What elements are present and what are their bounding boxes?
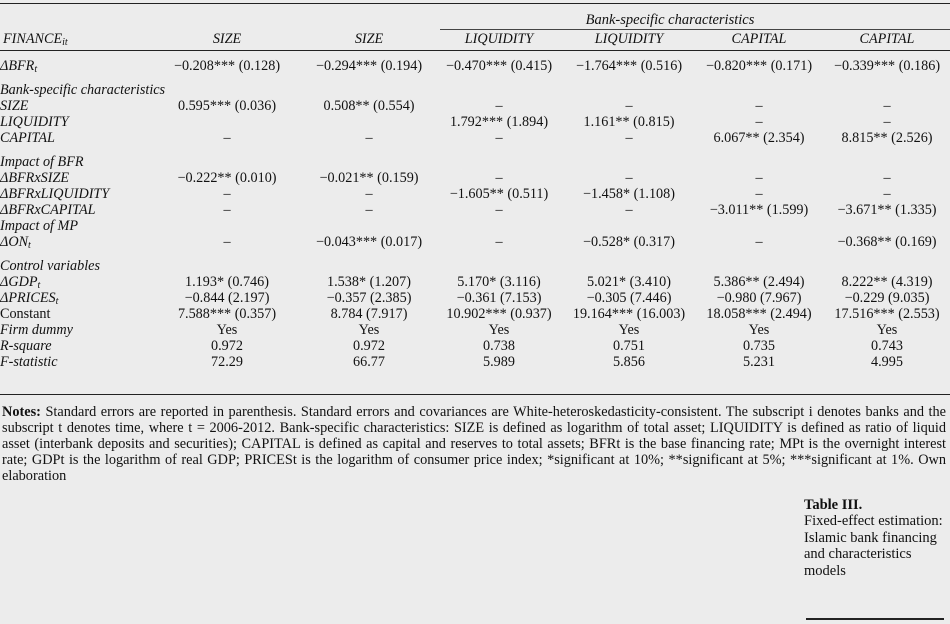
table-cell: – xyxy=(495,98,503,114)
table-cell: 5.231 xyxy=(743,354,775,370)
table-cell: – xyxy=(365,202,373,218)
table-cell: – xyxy=(755,98,763,114)
table-cell: 4.995 xyxy=(871,354,903,370)
table-cell: – xyxy=(883,186,891,202)
table-cell: −0.222** (0.010) xyxy=(177,170,277,186)
table-row xyxy=(0,338,950,354)
table-cell: −0.844 (2.197) xyxy=(184,290,270,306)
section-heading-row xyxy=(0,82,950,98)
row-label-text: ΔPRICES xyxy=(0,290,56,306)
table-row xyxy=(0,98,950,114)
table-cell: −3.011** (1.599) xyxy=(709,202,809,218)
table-cell: – xyxy=(495,170,503,186)
table-cell: −1.458* (1.108) xyxy=(583,186,675,202)
table-cell: – xyxy=(883,114,891,130)
column-header: SIZE xyxy=(354,30,384,47)
table-cell: 0.751 xyxy=(613,338,645,354)
row-label xyxy=(0,274,150,290)
spacer-row xyxy=(0,146,950,154)
table-cell: 8.815** (2.526) xyxy=(841,130,933,146)
row-label xyxy=(0,322,150,338)
row-label-text: SIZE xyxy=(0,98,29,114)
table-cell: 5.989 xyxy=(483,354,515,370)
row-label xyxy=(0,114,150,130)
table-cell: 5.170* (3.116) xyxy=(457,274,541,290)
spacer-row xyxy=(0,250,950,258)
section-heading: Bank-specific characteristics xyxy=(0,82,166,98)
table-cell: 66.77 xyxy=(353,354,385,370)
table-cell: – xyxy=(495,130,503,146)
spacer-cell xyxy=(0,74,950,82)
row-label-text: ΔBFRxLIQUIDITY xyxy=(0,186,110,202)
spacer-row xyxy=(0,74,950,82)
table-cell: −0.229 (9.035) xyxy=(844,290,930,306)
spacer-cell xyxy=(0,250,950,258)
notes-source: Own elaboration xyxy=(2,452,946,484)
row-label xyxy=(0,290,150,306)
row-label-text: CAPITAL xyxy=(0,130,55,146)
table-cell: – xyxy=(883,170,891,186)
table-cell: −0.528* (0.317) xyxy=(583,234,675,250)
table-cell: −0.294*** (0.194) xyxy=(315,58,423,74)
table-row xyxy=(0,58,950,74)
row-label xyxy=(0,354,150,370)
spacer-cell xyxy=(0,146,950,154)
table-cell: −0.305 (7.446) xyxy=(586,290,672,306)
section-heading-row xyxy=(0,218,950,234)
row-label-text: ΔBFR xyxy=(0,58,35,74)
column-header: LIQUIDITY xyxy=(594,30,664,47)
table-caption xyxy=(804,497,944,579)
table-row xyxy=(0,234,950,250)
table-cell: 8.222** (4.319) xyxy=(841,274,933,290)
table-cell: – xyxy=(755,114,763,130)
table-cell: – xyxy=(755,234,763,250)
table-row xyxy=(0,202,950,218)
table-cell: −0.820*** (0.171) xyxy=(705,58,813,74)
table-cell: 6.067** (2.354) xyxy=(713,130,805,146)
table-cell: 8.784 (7.917) xyxy=(330,306,408,322)
table-cell: −3.671** (1.335) xyxy=(837,202,937,218)
table-cell: 0.735 xyxy=(743,338,775,354)
section-heading-row xyxy=(0,154,950,170)
row-label xyxy=(0,170,150,186)
table-cell: Yes xyxy=(358,322,380,338)
row-label-subscript: t xyxy=(34,64,38,75)
row-label-subscript: t xyxy=(55,296,59,307)
column-header: CAPITAL xyxy=(731,30,787,47)
column-header: SIZE xyxy=(212,30,242,47)
table-row xyxy=(0,170,950,186)
column-header: LIQUIDITY xyxy=(464,30,534,47)
table-cell: −0.357 (2.385) xyxy=(326,290,412,306)
row-label xyxy=(0,58,150,74)
table-cell: – xyxy=(365,186,373,202)
table-cell: 0.743 xyxy=(871,338,903,354)
notes-text: Standard errors are reported in parenthesis. Standard errors and covariances are White-heteroskedasticity-consistent. The subscript i denotes banks and the subscript t denotes time, where t = 2006-2012. Bank-specific characteristics: SIZE is defined as logarithm of total asset; LIQUIDITY is defined as ratio of liquid asset (interbank deposits and securities); CAPITAL is defined as capital and reserves to total assets; BFRt is the base financing rate; MPt is the overnight interest rate; GDPt is the logarithm of real GDP; PRICESt is the logarithm of consumer price index; *significant at 10%; **significant at 5%; ***significant at 1%. xyxy=(2,404,946,468)
table-cell: 0.738 xyxy=(483,338,515,354)
table-cell: −0.021** (0.159) xyxy=(319,170,419,186)
row-label xyxy=(0,234,150,250)
table-cell: −0.980 (7.967) xyxy=(716,290,802,306)
row-label-text: F-statistic xyxy=(0,354,58,370)
row-label-text: ΔON xyxy=(0,234,29,250)
notes-label: Notes: xyxy=(2,404,41,420)
table-cell xyxy=(150,114,304,130)
row-label-text: ΔBFRxCAPITAL xyxy=(0,202,96,218)
row-label-text: R-square xyxy=(0,338,52,354)
table-cell: – xyxy=(495,234,503,250)
table-cell: −1.764*** (0.516) xyxy=(575,58,683,74)
table-cell: 1.538* (1.207) xyxy=(327,274,411,290)
table-cell: Yes xyxy=(216,322,238,338)
table-row xyxy=(0,114,950,130)
table-cell: – xyxy=(625,98,633,114)
row-label-text: LIQUIDITY xyxy=(0,114,69,130)
table-number: Table III. xyxy=(804,497,863,513)
table-cell xyxy=(304,114,434,130)
table-cell: Yes xyxy=(618,322,640,338)
table-cell: 72.29 xyxy=(211,354,243,370)
top-rule xyxy=(0,3,950,4)
table-cell: Yes xyxy=(748,322,770,338)
section-heading: Control variables xyxy=(0,258,100,274)
table-cell: 0.508** (0.554) xyxy=(323,98,415,114)
table-cell: −0.043*** (0.017) xyxy=(315,234,423,250)
table-cell: −0.208*** (0.128) xyxy=(173,58,281,74)
table-cell: Yes xyxy=(876,322,898,338)
row-label xyxy=(0,186,150,202)
table-cell: Yes xyxy=(488,322,510,338)
table-cell: – xyxy=(755,170,763,186)
regression-table-body xyxy=(0,58,950,370)
table-cell: −0.339*** (0.186) xyxy=(833,58,941,74)
row-label-text: Constant xyxy=(0,306,51,322)
row-label-text: ΔGDP xyxy=(0,274,38,290)
table-cell: 5.856 xyxy=(613,354,645,370)
row-label-text: Firm dummy xyxy=(0,322,73,338)
column-group-header: Bank-specific characteristics xyxy=(585,12,755,28)
column-header-row xyxy=(0,30,950,49)
section-heading: Impact of BFR xyxy=(0,154,84,170)
table-cell: – xyxy=(625,130,633,146)
row-label xyxy=(0,98,150,114)
table-row xyxy=(0,306,950,322)
row-label xyxy=(0,130,150,146)
table-cell: 0.972 xyxy=(353,338,385,354)
regression-table xyxy=(0,30,950,49)
row-label xyxy=(0,338,150,354)
table-cell: – xyxy=(223,234,231,250)
table-row xyxy=(0,130,950,146)
table-cell: 17.516*** (2.553) xyxy=(834,306,940,322)
table-cell: −0.361 (7.153) xyxy=(456,290,542,306)
table-cell: 0.972 xyxy=(211,338,243,354)
table-cell: – xyxy=(223,202,231,218)
table-cell: – xyxy=(223,130,231,146)
header-rule xyxy=(0,50,950,51)
table-row xyxy=(0,354,950,370)
table-row xyxy=(0,322,950,338)
table-cell: 18.058*** (2.494) xyxy=(706,306,812,322)
bottom-rule xyxy=(0,394,950,395)
table-cell: – xyxy=(365,130,373,146)
table-title: Fixed-effect estimation: Islamic bank financing and characteristics models xyxy=(804,513,943,579)
table-cell: −0.470*** (0.415) xyxy=(445,58,553,74)
section-heading: Impact of MP xyxy=(0,218,79,234)
section-heading-row xyxy=(0,258,950,274)
table-cell: – xyxy=(625,202,633,218)
table-row xyxy=(0,186,950,202)
row-label-text: ΔBFRxSIZE xyxy=(0,170,69,186)
table-cell: 19.164*** (16.003) xyxy=(572,306,686,322)
table-row xyxy=(0,290,950,306)
row-label-subscript: t xyxy=(37,280,41,291)
table-cell: 5.386** (2.494) xyxy=(713,274,805,290)
table-cell: 10.902*** (0.937) xyxy=(446,306,552,322)
row-label xyxy=(0,202,150,218)
table-cell: 5.021* (3.410) xyxy=(587,274,671,290)
caption-rule xyxy=(806,618,944,620)
column-header: CAPITAL xyxy=(859,30,915,47)
table-row xyxy=(0,274,950,290)
table-cell: 1.792*** (1.894) xyxy=(449,114,549,130)
table-notes xyxy=(2,404,946,484)
table-cell: 1.161** (0.815) xyxy=(583,114,675,130)
table-cell: – xyxy=(223,186,231,202)
table-cell: – xyxy=(495,202,503,218)
table-cell: – xyxy=(755,186,763,202)
table-cell: 7.588*** (0.357) xyxy=(177,306,277,322)
table-cell: – xyxy=(625,170,633,186)
row-label-subscript: t xyxy=(28,240,31,251)
table-cell: 1.193* (0.746) xyxy=(185,274,269,290)
table-cell: −0.368** (0.169) xyxy=(837,234,937,250)
table-cell: −1.605** (0.511) xyxy=(449,186,549,202)
table-cell: 0.595*** (0.036) xyxy=(177,98,277,114)
table-cell: – xyxy=(883,98,891,114)
dependent-variable-header: $FINANCE_{it}$ xyxy=(3,30,68,48)
row-label xyxy=(0,306,150,322)
